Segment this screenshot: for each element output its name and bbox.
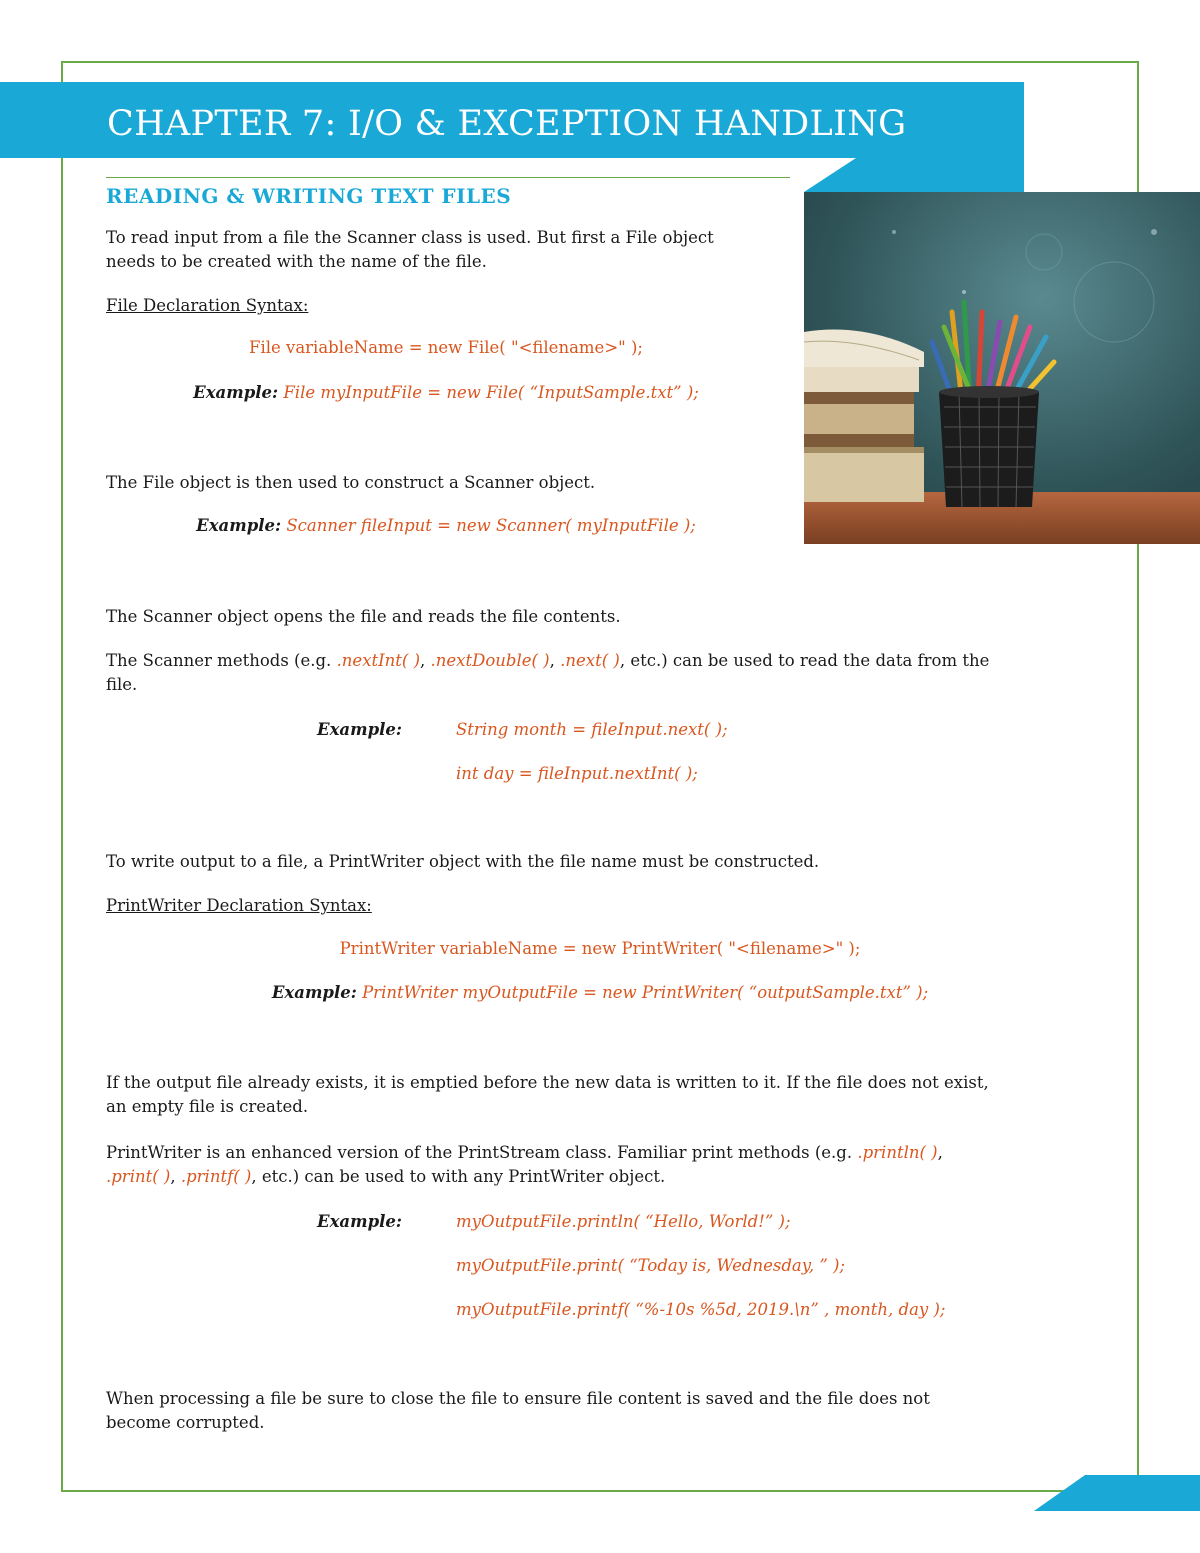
text-run: PrintWriter is an enhanced version of the PrintStream class. Familiar print methods (e.g.	[106, 1143, 858, 1162]
printwriter-syntax-code: PrintWriter variableName = new PrintWriter( "<filename>" );	[339, 939, 861, 958]
write-example-2: myOutputFile.print( “Today is, Wednesday, ” );	[456, 1256, 846, 1275]
intro-line-1: To read input from a file the Scanner class is used. But first a File object	[106, 228, 714, 247]
method-nextint: .nextInt( )	[336, 651, 421, 670]
output-exists-line-1: If the output file already exists, it is emptied before the new data is written to it. If the file does not exist,	[106, 1073, 989, 1092]
intro-line-2: needs to be created with the name of the file.	[106, 252, 487, 271]
scanner-methods-line-2: file.	[106, 675, 138, 694]
scanner-opens-text: The Scanner object opens the file and reads the file contents.	[106, 607, 621, 626]
method-printf: .printf( )	[180, 1167, 252, 1186]
read-example-2: int day = fileInput.nextInt( );	[456, 764, 698, 783]
text-run: ,	[420, 651, 431, 670]
write-example-1: myOutputFile.println( “Hello, World!” );	[456, 1212, 791, 1231]
scanner-methods-line-1	[106, 649, 989, 673]
printwriter-intro: To write output to a file, a PrintWriter object with the file name must be constructed.	[106, 852, 820, 871]
text-run: ,	[170, 1167, 181, 1186]
file-example-code: File myInputFile = new File( “InputSample.txt” );	[283, 383, 699, 402]
write-example-label: Example:	[317, 1212, 402, 1231]
printwriter-syntax-label: PrintWriter Declaration Syntax:	[106, 896, 372, 915]
enhanced-line-1	[106, 1141, 943, 1165]
write-example-3: myOutputFile.printf( “%-10s %5d, 2019.\n” , month, day );	[456, 1300, 946, 1319]
enhanced-line-2	[106, 1165, 665, 1189]
read-example-1: String month = fileInput.next( );	[456, 720, 728, 739]
text-run: ,	[937, 1143, 943, 1162]
scanner-construct-text: The File object is then used to construct a Scanner object.	[106, 473, 596, 492]
method-print: .print( )	[106, 1167, 171, 1186]
closing-line-2: become corrupted.	[106, 1413, 265, 1432]
scanner-example-code: Scanner fileInput = new Scanner( myInputFile );	[286, 516, 696, 535]
read-example-label: Example:	[317, 720, 402, 739]
example-label: Example:	[271, 983, 357, 1002]
text-run: The Scanner methods (e.g.	[106, 651, 337, 670]
example-label: Example:	[193, 383, 279, 402]
banner-notch	[0, 0, 1200, 200]
classroom-photo	[804, 192, 1200, 544]
file-syntax-code: File variableName = new File( "<filename>" );	[249, 338, 643, 357]
method-nextdouble: .nextDouble( )	[430, 651, 550, 670]
text-run: , etc.) can be used to with any PrintWriter object.	[251, 1167, 666, 1186]
section-rule	[106, 177, 790, 178]
text-run: ,	[549, 651, 561, 670]
output-exists-line-2: an empty file is created.	[106, 1097, 309, 1116]
section-title: READING & WRITING TEXT FILES	[106, 184, 512, 208]
printwriter-example-code: PrintWriter myOutputFile = new PrintWriter( “outputSample.txt” );	[362, 983, 929, 1002]
printwriter-example	[106, 983, 1094, 1002]
file-syntax-label: File Declaration Syntax:	[106, 296, 309, 315]
closing-line-1: When processing a file be sure to close the file to ensure file content is saved and the file does not	[106, 1389, 930, 1408]
file-example	[106, 383, 786, 402]
example-label: Example:	[196, 516, 282, 535]
chapter-title: CHAPTER 7: I/O & EXCEPTION HANDLING	[107, 104, 907, 144]
method-println: .println( )	[857, 1143, 938, 1162]
scanner-example	[106, 516, 786, 535]
method-next: .next( )	[560, 651, 620, 670]
text-run: , etc.) can be used to read the data from the	[619, 651, 990, 670]
